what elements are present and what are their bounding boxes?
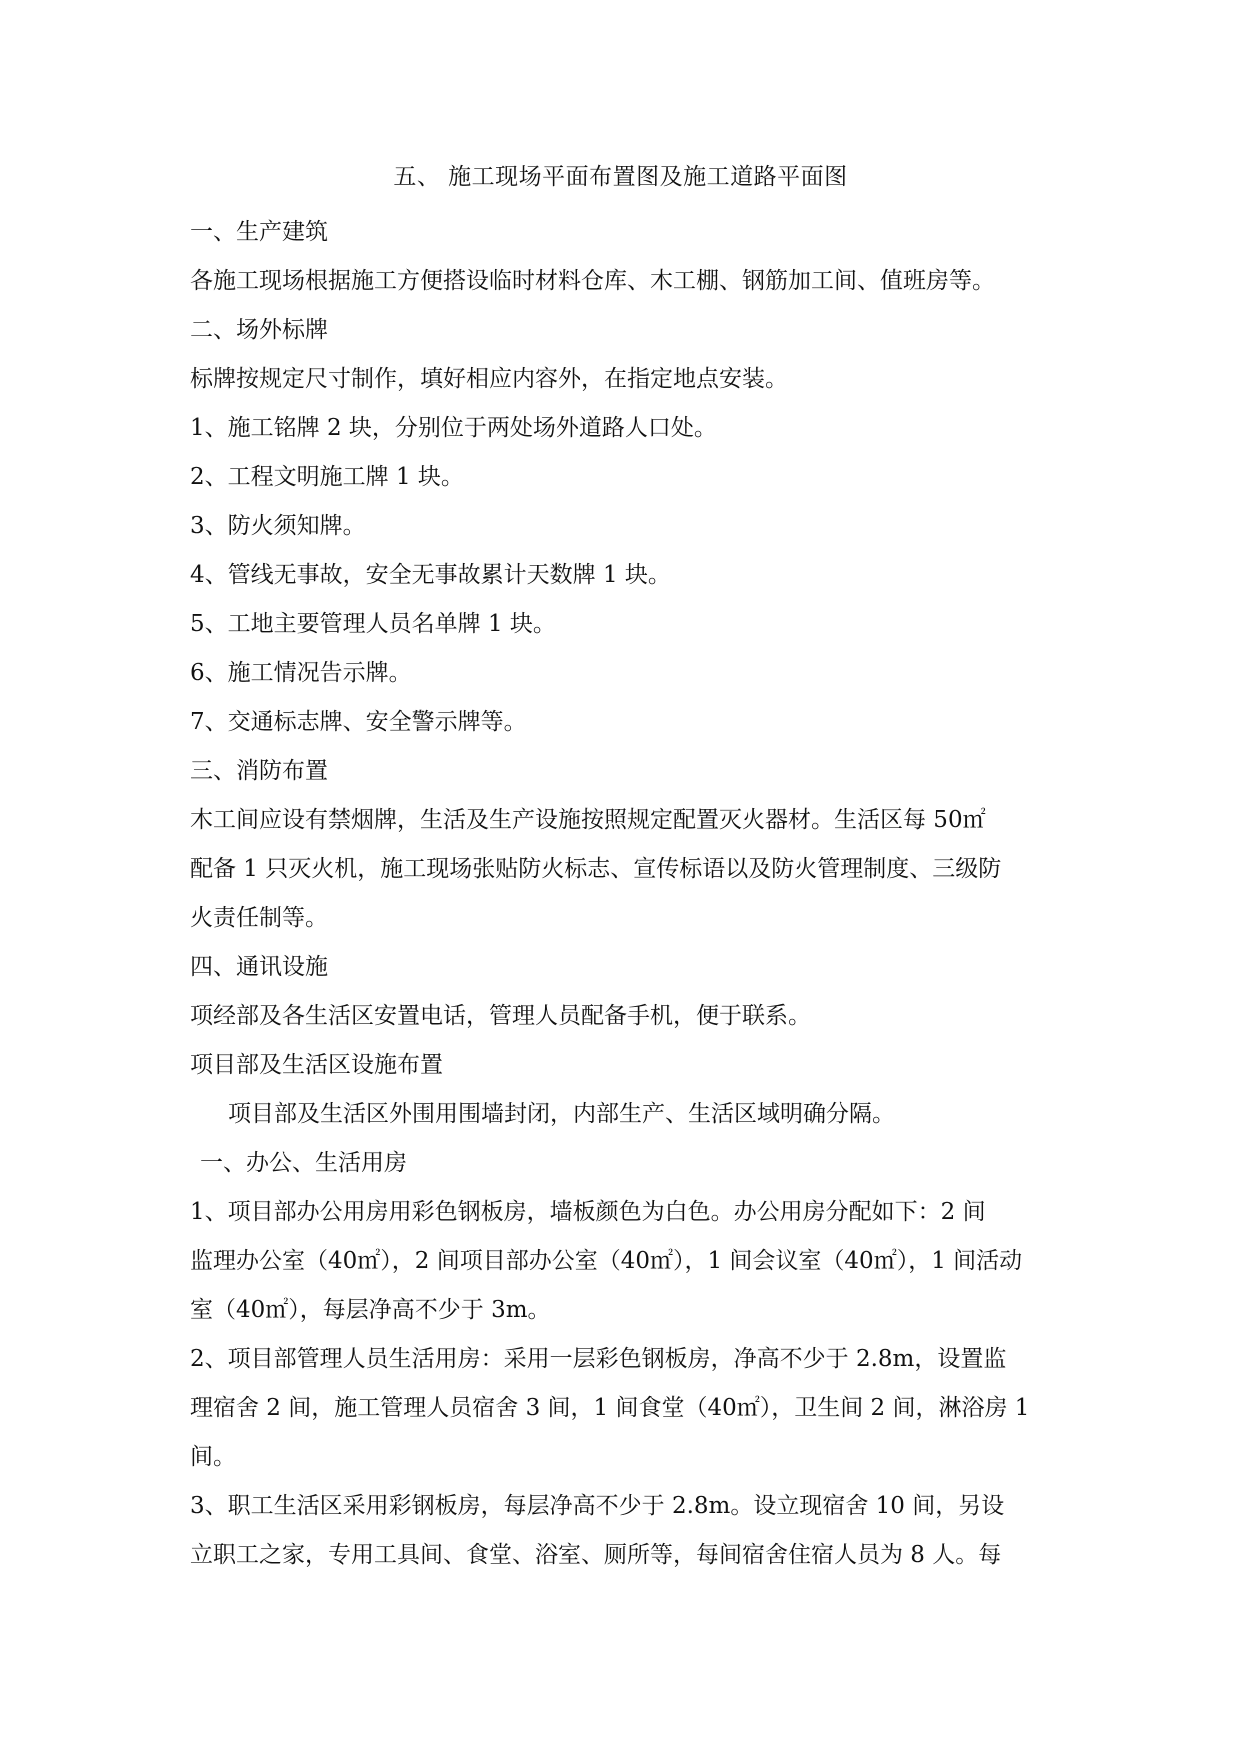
paragraph-line: 配备 1 只灭火机，施工现场张贴防火标志、宣传标语以及防火管理制度、三级防 [190,856,1002,882]
section-heading: 四、通讯设施 [190,954,328,980]
paragraph-line: 间。 [190,1444,236,1470]
section-heading: 项目部及生活区设施布置 [190,1052,443,1078]
list-item: 4、管线无事故，安全无事故累计天数牌 1 块。 [190,562,671,588]
list-item: 3、职工生活区采用彩钢板房，每层净高不少于 2.8m。设立现宿舍 10 间，另设 [190,1493,1005,1519]
document-body [190,208,1060,1580]
list-item: 2、项目部管理人员生活用房：采用一层彩色钢板房，净高不少于 2.8m，设置监 [190,1346,1007,1372]
paragraph-line: 标牌按规定尺寸制作，填好相应内容外，在指定地点安装。 [190,366,788,392]
paragraph-line: 立职工之家，专用工具间、食堂、浴室、厕所等，每间宿舍住宿人员为 8 人。每 [190,1542,1002,1568]
list-item: 7、交通标志牌、安全警示牌等。 [190,709,527,735]
paragraph-line: 项经部及各生活区安置电话，管理人员配备手机，便于联系。 [190,1003,811,1029]
list-item: 2、工程文明施工牌 1 块。 [190,464,464,490]
list-item: 5、工地主要管理人员名单牌 1 块。 [190,611,556,637]
paragraph-line: 理宿舍 2 间，施工管理人员宿舍 3 间，1 间食堂（40㎡），卫生间 2 间，淋浴房 1 [190,1395,1030,1421]
paragraph-line: 火责任制等。 [190,905,328,931]
list-item: 3、防火须知牌。 [190,513,366,539]
page-title: 五、 施工现场平面布置图及施工道路平面图 [393,164,848,190]
section-heading: 三、消防布置 [190,758,328,784]
list-item: 1、施工铭牌 2 块，分别位于两处场外道路人口处。 [190,415,717,441]
paragraph-line: 木工间应设有禁烟牌，生活及生产设施按照规定配置灭火器材。生活区每 50㎡ [190,807,986,833]
paragraph-line: 项目部及生活区外围用围墙封闭，内部生产、生活区域明确分隔。 [228,1101,895,1127]
paragraph-line: 各施工现场根据施工方便搭设临时材料仓库、木工棚、钢筋加工间、值班房等。 [190,268,995,294]
list-item: 6、施工情况告示牌。 [190,660,412,686]
list-item: 1、项目部办公用房用彩色钢板房，墙板颜色为白色。办公用房分配如下：2 间 [190,1199,986,1225]
paragraph-line: 室（40㎡），每层净高不少于 3m。 [190,1297,551,1323]
section-heading: 一、生产建筑 [190,219,328,245]
section-heading: 二、场外标牌 [190,317,328,343]
paragraph-line: 监理办公室（40㎡），2 间项目部办公室（40㎡），1 间会议室（40㎡），1 间活动 [190,1248,1023,1274]
section-heading: 一、办公、生活用房 [200,1150,407,1176]
